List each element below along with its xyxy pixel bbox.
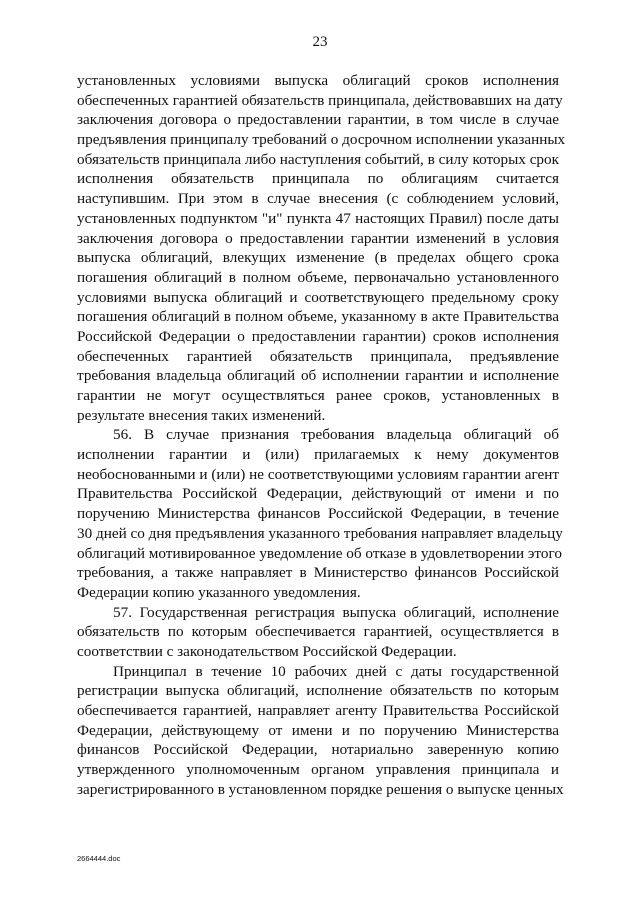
text-line: гарантии не могут осуществляться ранее сроков, установленных в (77, 387, 559, 404)
text-line: утвержденного уполномоченным органом управления принципала и (77, 761, 559, 779)
text-line: предъявления принципалу требований о досрочном исполнении указанных (77, 131, 566, 149)
text-line: результате внесения таких изменений. (77, 406, 326, 424)
text-line: Российской Федерации о предоставлении гарантии) сроков исполнения (77, 327, 559, 345)
text-line: погашения облигаций в полном объеме, указанному в акте Правительства (77, 308, 559, 326)
text-line: условиями выпуска облигаций и соответствующего предельному сроку (77, 288, 559, 306)
text-line: обеспечивается гарантией, направляет агенту Правительства Российской (77, 702, 559, 719)
text-line: требования, а также направляет в Министерство финансов Российской (77, 564, 559, 582)
text-line: финансов Российской Федерации, нотариально заверенную копию (77, 741, 559, 759)
text-line: обеспеченных гарантией обязательств принципала, предъявление (77, 347, 559, 365)
text-line: Федерации копию указанного уведомления. (77, 583, 361, 601)
page-number: 23 (312, 34, 328, 50)
text-line: обязательств по которым обеспечивается гарантией, осуществляется в (77, 623, 559, 641)
text-line: установленных условиями выпуска облигаций сроков исполнения (77, 72, 559, 89)
document-body (77, 71, 566, 799)
text-line: регистрации выпуска облигаций, исполнение обязательств по которым (77, 682, 559, 700)
paragraph (77, 425, 563, 602)
text-line: установленных подпунктом "и" пункта 47 настоящих Правил) после даты (77, 209, 559, 227)
text-line: наступившим. При этом в случае внесения (с соблюдением условий, (77, 190, 559, 208)
paragraph (77, 662, 564, 800)
text-line: 57. Государственная регистрация выпуска облигаций, исполнение (113, 603, 559, 621)
text-line: обязательств принципала либо наступления событий, в силу которых срок (77, 150, 559, 168)
text-line: исполнении гарантии и (или) прилагаемых к нему документов (77, 446, 559, 464)
text-line: Правительства Российской Федерации, действующий от имени и по (77, 485, 559, 503)
text-line: 56. В случае признания требования владельца облигаций об (113, 426, 559, 444)
text-line: облигаций мотивированное уведомление об отказе в удовлетворении этого (77, 544, 562, 562)
text-line: соответствии с законодательством Российской Федерации. (77, 642, 457, 660)
paragraph (77, 603, 559, 662)
text-line: поручению Министерства финансов Российской Федерации, в течение (77, 505, 559, 523)
text-line: 30 дней со дня предъявления указанного требования направляет владельцу (77, 524, 563, 542)
text-line: обеспеченных гарантией обязательств принципала, действовавших на дату (77, 91, 563, 109)
text-line: необоснованными и (или) не соответствующими условиям гарантии агент (77, 465, 559, 483)
text-line: Федерации, действующему от имени и по поручению Министерства (77, 721, 559, 739)
text-line: заключения договора о предоставлении гарантии изменений в условия (77, 229, 559, 247)
text-line: исполнения обязательств принципала по облигациям считается (77, 170, 559, 188)
text-line: погашения облигаций в полном объеме, первоначально установленного (77, 268, 559, 286)
text-line: выпуска облигаций, влекущих изменение (в пределах общего срока (77, 249, 559, 267)
text-line: требования владельца облигаций об исполнении гарантии и исполнение (77, 367, 559, 385)
text-line: заключения договора о предоставлении гарантии, в том числе в случае (77, 111, 559, 129)
text-line: Принципал в течение 10 рабочих дней с даты государственной (113, 662, 559, 680)
text-line: зарегистрированного в установленном порядке решения о выпуске ценных (77, 780, 564, 798)
file-name-footer: 2664444.doc (77, 854, 121, 863)
paragraph (77, 71, 566, 425)
